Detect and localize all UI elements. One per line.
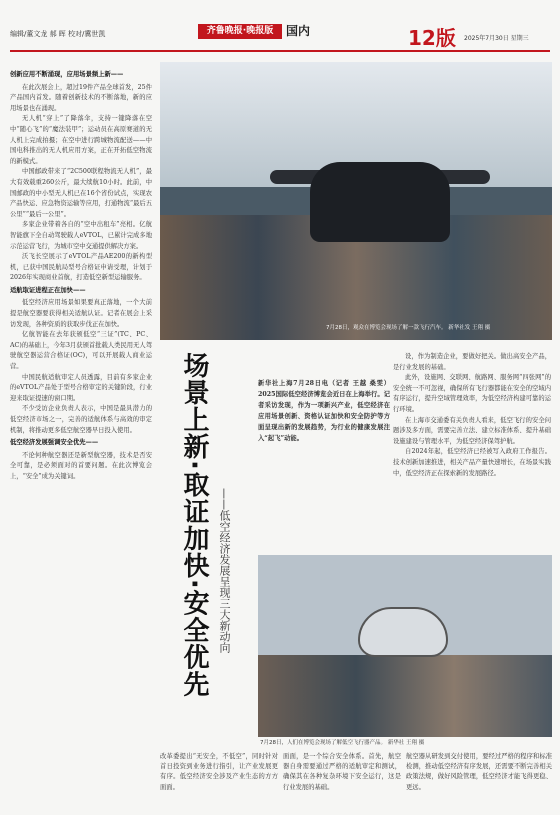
paragraph: 中国邮政带来了“2C500联程物流无人机”，最大有效载重260公斤，最大续航10小时。此前，中国邮政的中小型无人机已在16个省份试点，实现农产品快运、应急物资运输等应用，打通物流“最后五公里”“最后一公里”。 — [10, 168, 152, 218]
section-name: 国内 — [286, 24, 311, 38]
bottom-column: 改革委提出“无安全，不低空”，同时针对首日投资到业务进行指引，让产业发展更有序。低空经济安全涉及产业生态的方方面面。 — [160, 753, 278, 791]
paragraph: 沃飞长空展示了eVTOL产品AE200的新构型机，已获中国民航局型号合格证申请受理，计划于2026年实现商业首航，打造低空新型运输服务。 — [10, 253, 152, 282]
left-column — [10, 68, 152, 808]
paragraph: 在上海市交通委有关负责人看来，低空飞行的安全问题涉及多方面，需要完善立法、建立标准体系、提升基础设施建设与管理水平，为低空经济保驾护航。 — [393, 416, 551, 445]
paragraph: 不论何种航空器还是新型航空器，技术是否安全可靠，是必须面对的首要问题。在此次博览会上，“安全”成为关键词。 — [10, 451, 152, 480]
paragraph: 自2024年起，低空经济已经被写入政府工作报告。技术创新加速推进，相关产品产量快速增长，在场景实践中，低空经济正在探索新的发展路径。 — [393, 448, 551, 477]
paragraph: 无人机“穿上”了降落伞，支持一键降落在空中“随心飞”的“魔法装甲”；运动员在高原赛道的无人机上完成拍摄；在空中进行跨城物流配送——中国电科推出的无人机应用方案，正在开拓低空物流的新模式。 — [10, 115, 152, 165]
page-number: 12版 — [408, 26, 456, 50]
page-header — [0, 0, 560, 58]
paragraph: 此外，设施网、交联网、航路网、服务网“四张网”的安全统一不可忽视，确保所有飞行器都能在安全的空域内有序运行，提升空域管理效率，为低空经济构建可靠的运行环境。 — [393, 374, 551, 413]
editor-credits: 编辑/董文龙 郝 晖 校对/冀世凯 — [10, 30, 106, 38]
header-rule — [10, 50, 550, 52]
subhead: 创新应用不断涌现，应用场景频上新—— — [10, 71, 124, 78]
article-lead: 新华社上海7月28日电（记者 王越 桑雯）2025国际低空经济博览会近日在上海举行。记者采访发现，作为一项新兴产业，低空经济在应用场景创新、资格认证加快和安全防护等方面呈现出新的发展趋势，为行业的健康发展注入“起飞”动能。 — [258, 380, 390, 442]
right-column — [393, 352, 551, 552]
bottom-column: 航空器从研发到交付使用，要经过严格的程序和标准检测，推动低空经济有序发展，还需要不断完善相关政策法规，做好风险管理，低空经济才能飞得更稳、更远。 — [406, 753, 552, 791]
aircraft-photo — [258, 555, 552, 737]
photo-caption: 7月28日，观众在博览会现场了解一款飞行汽车。 新华社发 王翔 摄 — [326, 325, 491, 331]
photo-caption: 7月28日，人们在博览会现场了解低空飞行器产品。 新华社 王翔 摄 — [260, 740, 425, 746]
bottom-column: 面面，是一个综合安全体系。首先，航空器自身需要通过严格的适航审定和测试，确保其在各种复杂环境下安全运行，这是行业发展的基础。 — [283, 753, 401, 791]
paragraph: 设，作为制造企业，要做好把关。做出高安全产品，是行业发展的基础。 — [393, 353, 551, 371]
subhead: 适航取证进程正在加快—— — [10, 286, 86, 294]
flying-car-photo — [160, 62, 552, 340]
main-headline: 场景上新·取证加快·安全优先 — [179, 352, 209, 698]
subhead: 低空经济发展强调安全优先—— — [10, 439, 99, 447]
newspaper-brand: 齐鲁晚报·晚报版 — [198, 24, 282, 39]
paragraph: 中国民航适航审定人员透露，目前有多家企业的eVTOL产品处于型号合格审定的关键阶段，行业迎来取证提速的窗口期。 — [10, 373, 152, 402]
paragraph: 低空经济应用场景如果要真正落地，一个大前提是航空器要获得相关适航认证。记者在展会上采访发现，各种资质的获取步伐正在加快。 — [10, 299, 152, 328]
paragraph: 在此次展会上，超过19件产品全球首发，25件产品国内首发。随着创新技术的不断落地，新的应用场景也在涌现。 — [10, 83, 152, 112]
sub-headline: ——低空经济发展呈现三大新动向 — [218, 488, 231, 653]
issue-date: 2025年7月30日 星期三 — [464, 35, 529, 42]
paragraph: 亿航智能在去年获颁低空“三证”(TC、PC、AC)的基础上，今年3月获颁首批载人类民用无人驾驶航空器运营合格证(OC)，可以开展载人商业运营。 — [10, 331, 152, 371]
paragraph: 不少受访企业负责人表示，中国是最具潜力的低空经济市场之一，完善的适航体系与高效的审定机制，将推动更多低空航空器早日投入使用。 — [10, 405, 152, 434]
paragraph: 多家企业带着各自的“空中出租车”亮相。亿航智能旗下全自动驾驶载人eVTOL，已累计完成多地示范运营飞行，为城市空中交通提供解决方案。 — [10, 221, 152, 250]
